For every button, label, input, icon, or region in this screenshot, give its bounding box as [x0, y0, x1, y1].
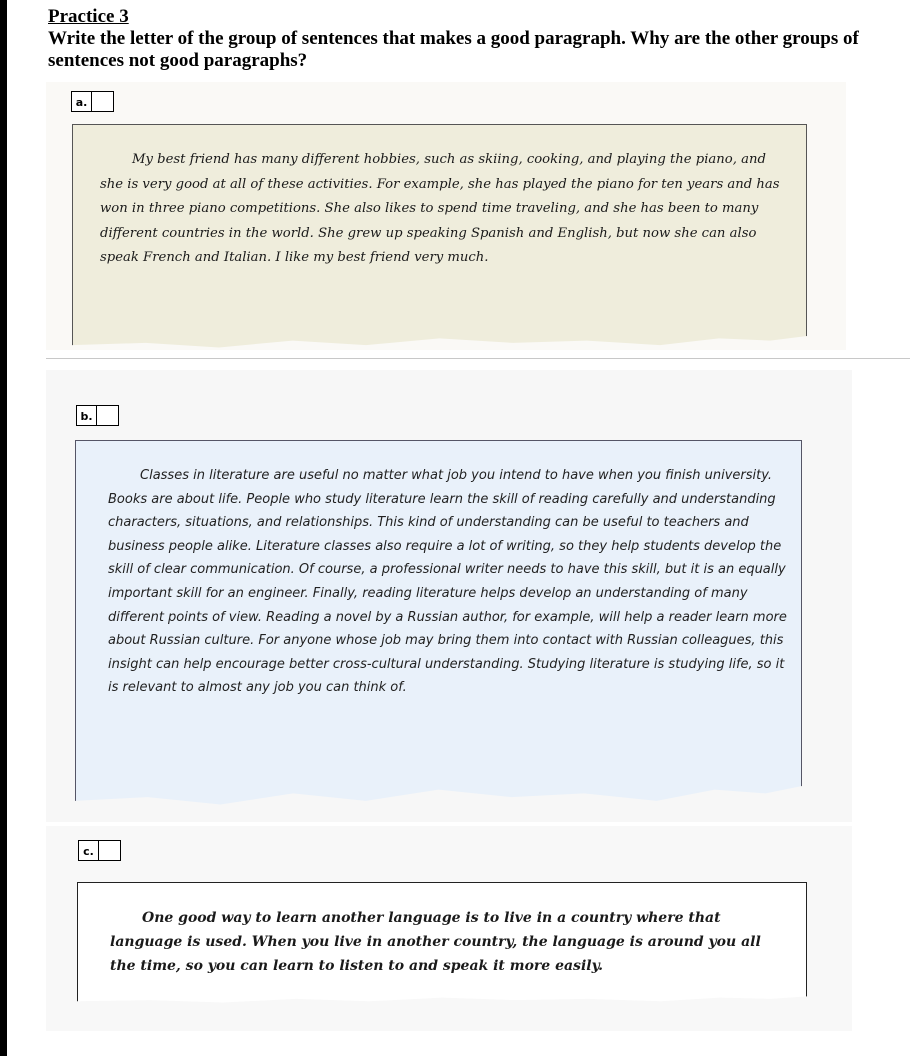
group-a-label: a.: [71, 91, 92, 112]
group-c-answer-box[interactable]: [99, 840, 121, 861]
group-c-paragraph: One good way to learn another language is to live in a country where that language is used. When you live in another country, the language is around you all the time, so you can learn to listen to and speak it more easily.: [110, 910, 761, 974]
group-b-label: b.: [76, 405, 97, 426]
practice-instruction: Write the letter of the group of sentences that makes a good paragraph. Why are the other groups of sentences not good paragraphs?: [48, 28, 859, 71]
group-a-paragraph: My best friend has many different hobbies, such as skiing, cooking, and playing the piano, and she is very good at all of these activities. For example, she has played the piano for ten years and has won in three piano competitions. She also likes to spend time traveling, and she has been to many different countries in the world. She grew up speaking Spanish and English, but now she can also speak French and Italian. I like my best friend very much.: [100, 152, 780, 265]
group-c-label: c.: [78, 840, 99, 861]
practice-title: Practice 3: [48, 6, 129, 27]
group-b-letter: [76, 405, 119, 426]
section-divider: [46, 358, 910, 359]
group-a-letter: [71, 91, 114, 112]
group-a-answer-box[interactable]: [92, 91, 114, 112]
group-c-letter: [78, 840, 121, 861]
group-b-answer-box[interactable]: [97, 405, 119, 426]
practice-header: [48, 6, 888, 72]
group-b-paragraph: Classes in literature are useful no matter what job you intend to have when you finish university. Books are about life. People who study literature learn the skill of reading carefully and understanding characters, situations, and relationships. This kind of understanding can be useful to teachers and business people alike. Literature classes also require a lot of writing, so they help students develop the skill of clear communication. Of course, a professional writer needs to have this skill, but it is an equally important skill for an engineer. Finally, reading literature helps develop an understanding of many different points of view. Reading a novel by a Russian author, for example, will help a reader learn more about Russian culture. For anyone whose job may bring them into contact with Russian colleagues, this insight can help encourage better cross-cultural understanding. Studying literature is studying life, so it is relevant to almost any job you can think of.: [108, 468, 787, 696]
left-margin-bar: [0, 0, 7, 1056]
